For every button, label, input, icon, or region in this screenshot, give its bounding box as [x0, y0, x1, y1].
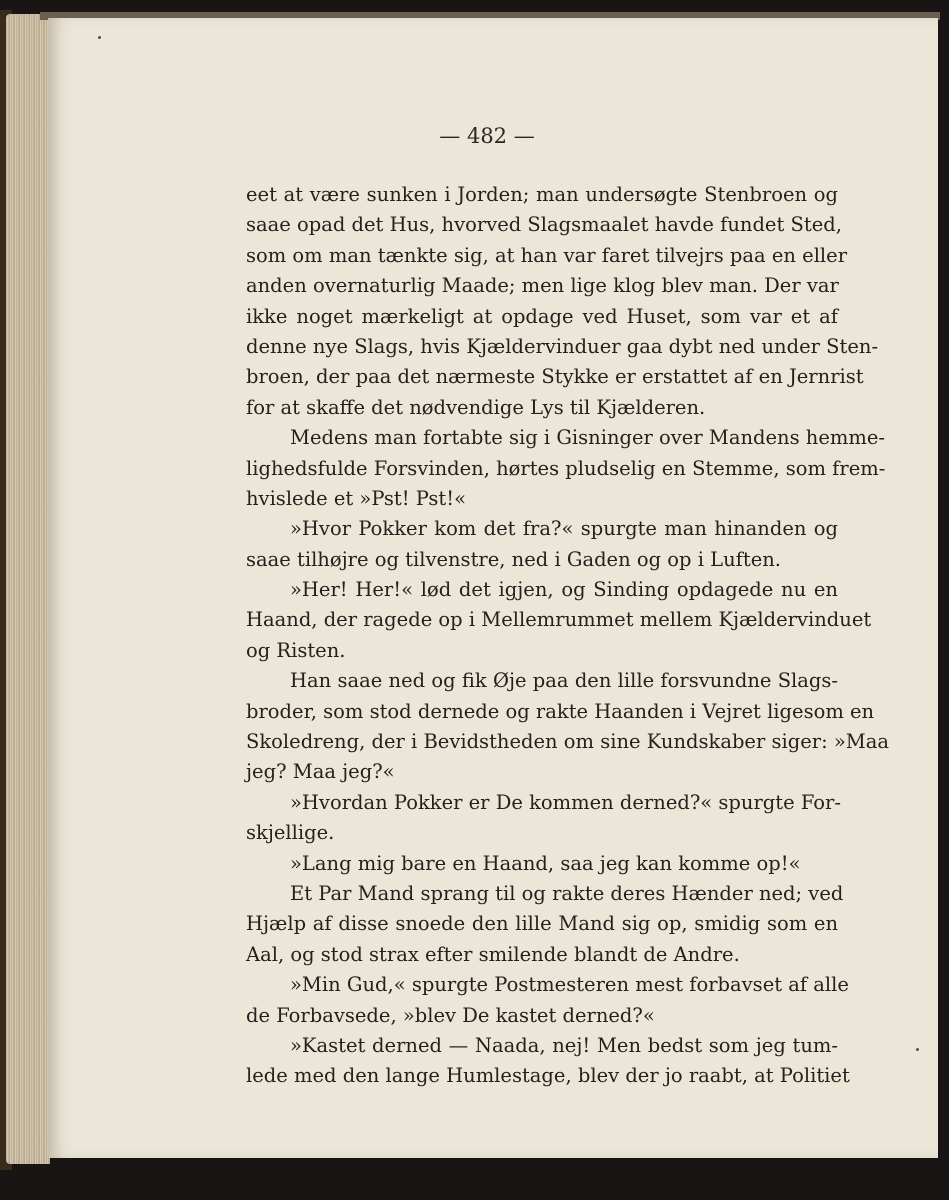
book-page	[48, 18, 938, 1158]
text-line: anden overnaturlig Maade; men lige klog blev man. Der var	[246, 274, 839, 298]
text-line: »Min Gud,« spurgte Postmesteren mest forbavset af alle	[290, 973, 849, 997]
page-speck	[916, 1048, 919, 1051]
text-line: »Hvordan Pokker er De kommen derned?« spurgte For-	[290, 790, 841, 814]
text-line: saae tilhøjre og tilvenstre, ned i Gaden og op i Luften.	[246, 547, 781, 571]
text-line: saae opad det Hus, hvorved Slagsmaalet havde fundet Sted,	[246, 213, 842, 237]
text-line: »Lang mig bare en Haand, saa jeg kan komme op!«	[290, 851, 801, 875]
text-line: Skoledreng, der i Bevidstheden om sine Kundskaber siger: »Maa	[246, 730, 889, 754]
text-line: Han saae ned og fik Øje paa den lille forsvundne Slags-	[290, 669, 838, 693]
text-line: broder, som stod dernede og rakte Haanden i Vejret ligesom en	[246, 699, 875, 723]
text-line: som om man tænkte sig, at han var faret tilvejrs paa en eller	[246, 243, 848, 267]
text-line: ikke noget mærkeligt at opdage ved Huset, som var et af	[246, 304, 838, 328]
text-line: jeg? Maa jeg?«	[246, 760, 395, 784]
text-line: Hjælp af disse snoede den lille Mand sig op, smidig som en	[246, 912, 838, 936]
page-number: — 482 —	[439, 124, 535, 148]
text-line: lede med den lange Humlestage, blev der jo raabt, at Politiet	[246, 1064, 850, 1088]
text-line: Medens man fortabte sig i Gisninger over Mandens hemme-	[290, 426, 886, 450]
text-line: lighedsfulde Forsvinden, hørtes pludselig en Stemme, som frem-	[246, 456, 886, 480]
text-line: skjellige.	[246, 821, 335, 845]
text-line: denne nye Slags, hvis Kjældervinduer gaa dybt ned under Sten-	[246, 334, 879, 358]
text-line: »Kastet derned — Naada, nej! Men bedst som jeg tum-	[290, 1033, 838, 1057]
text-line: »Hvor Pokker kom det fra?« spurgte man hinanden og	[290, 517, 838, 541]
text-line: Et Par Mand sprang til og rakte deres Hænder ned; ved	[290, 881, 844, 905]
text-line: eet at være sunken i Jorden; man undersøgte Stenbroen og	[246, 183, 838, 206]
text-line: de Forbavsede, »blev De kastet derned?«	[246, 1003, 655, 1027]
page-edges	[6, 14, 50, 1164]
text-line: og Risten.	[246, 638, 346, 662]
text-line: »Her! Her!« lød det igjen, og Sinding opdagede nu en	[290, 578, 838, 602]
page-speck	[98, 36, 101, 39]
text-line: Haand, der ragede op i Mellemrummet mellem Kjældervinduet	[246, 608, 872, 632]
body-text	[246, 180, 889, 1092]
text-line: for at skaffe det nødvendige Lys til Kjælderen.	[246, 395, 706, 419]
text-line: broen, der paa det nærmeste Stykke er erstattet af en Jernrist	[246, 365, 864, 389]
text-line: Aal, og stod strax efter smilende blandt de Andre.	[246, 942, 740, 966]
text-line: hvislede et »Pst! Pst!«	[246, 486, 467, 510]
